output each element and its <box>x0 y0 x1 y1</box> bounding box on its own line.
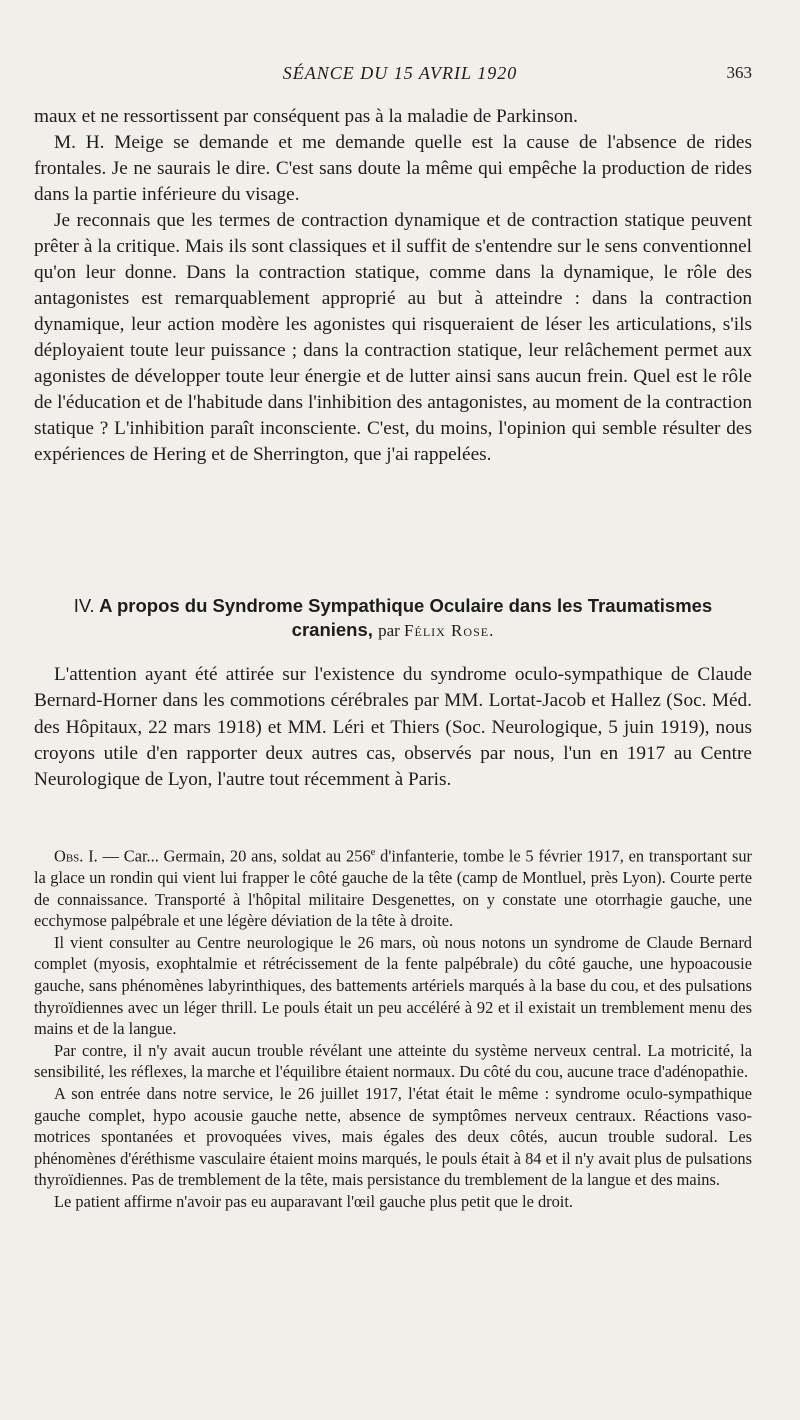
page-number: 363 <box>726 63 752 82</box>
observation-label: Obs. I. <box>54 846 98 866</box>
observation-text <box>34 842 752 1213</box>
paragraph: Je reconnais que les termes de contraction dynamique et de contraction statique peuvent prêter à la critique. Mais ils sont classiques et il suffit de s'entendre sur le sens conventionnel qu'on leur donne. Dans la contraction statique, comme dans la dynamique, le rôle des antagonistes est remarquablement approprié au but à atteindre : dans la contraction dynamique, leur action modère les agonistes qui risqueraient de léser les articulations, s'ils déployaient toute leur puissance ; dans la contraction statique, leur relâchement permet aux agonistes de développer toute leur énergie et de lutter ainsi sans aucun frein. Quel est le rôle de l'éducation et de l'habitude dans l'inhibition des antagonistes, au moment de la contraction statique ? L'inhibition paraît inconsciente. C'est, du moins, l'opinion qui semble résulter des expériences de Hering et de Sherrington, que j'ai rappelées. <box>34 210 752 465</box>
paragraph: L'attention ayant été attirée sur l'existence du syndrome oculo-sympathique de Claude Bernard-Horner dans les commotions cérébrales par MM. Lortat-Jacob et Hallez (Soc. Méd. des Hôpitaux, 22 mars 1918) et MM. Léri et Thiers (Soc. Neurologique, 5 juin 1919), nous croyons utile d'en rapporter deux autres cas, observés par nous, l'un en 1917 au Centre Neurologique de Lyon, l'autre tout récemment à Paris. <box>34 664 752 791</box>
paragraph: Par contre, il n'y avait aucun trouble révélant une atteinte du système nerveux central. La motricité, la sensibilité, les réflexes, la marche et l'équilibre étaient normaux. Du côté du cou, aucune trace d'adénopathie. <box>34 1040 752 1082</box>
paragraph: M. H. Meige se demande et me demande quelle est la cause de l'absence de rides frontales. Je ne saurais le dire. C'est sans doute la même qui empêche la production de rides dans la partie inférieure du visage. <box>34 132 752 205</box>
byline-par: par <box>378 621 400 640</box>
observation-paragraph <box>34 842 752 932</box>
running-header <box>0 63 800 89</box>
section-heading <box>34 594 752 643</box>
section-byline <box>378 621 494 640</box>
ordinal-superscript: e <box>370 847 376 858</box>
paragraph: Le patient affirme n'avoir pas eu auparavant l'œil gauche plus petit que le droit. <box>54 1191 573 1211</box>
observation-text-b: d'infanterie, tombe le 5 février 1917, en transportant sur la glace un rondin qui vient lui frapper le côté gauche de la tête (camp de Montluel, près Lyon). Courte perte de connaissance. Transporté à l'hôpital militaire Desgenettes, on y constate une otorrhagie gauche, une ecchymose palpébrale et une légère déviation de la tête à droite. <box>34 846 752 931</box>
article-lead <box>34 662 752 793</box>
paragraph: A son entrée dans notre service, le 26 juillet 1917, l'état était le même : syndrome oculo-sympathique gauche complet, hypo acousie gauche nette, absence de symptômes nerveux centraux. Réactions vaso-motrices spontanées et provoquées vives, mais égales des deux côtés, aucun trouble sudoral. Les phénomènes d'éréthisme vasculaire étaient moins marqués, le pouls était à 84 et il n'y avait plus de pulsations thyroïdiennes. Pas de tremblement de la tête, mais persistance du tremblement de la langue et des mains. <box>34 1084 752 1190</box>
intro-text <box>34 104 752 468</box>
running-title: SÉANCE DU 15 AVRIL 1920 <box>282 63 518 83</box>
paragraph: maux et ne ressortissent par conséquent pas à la maladie de Parkinson. <box>34 106 578 127</box>
section-number: IV. <box>73 595 95 616</box>
observation-text-a: — Car... Germain, 20 ans, soldat au 256 <box>97 846 371 866</box>
section-title: A propos du Syndrome Sympathique Oculaire dans les Traumatismes craniens, <box>99 595 713 640</box>
author-name: Félix Rose. <box>404 621 495 640</box>
paragraph: Il vient consulter au Centre neurologique le 26 mars, où nous notons un syndrome de Claude Bernard complet (myosis, exophtalmie et rétrécissement de la fente palpébrale) du côté gauche, une hypoacousie gauche, sans phénomènes labyrinthiques, des battements artériels marqués à la base du cou, et des pulsations thyroïdiennes avec un léger thrill. Le pouls était un peu accéléré à 92 et il existait un tremblement menu des mains et de la langue. <box>34 932 752 1039</box>
